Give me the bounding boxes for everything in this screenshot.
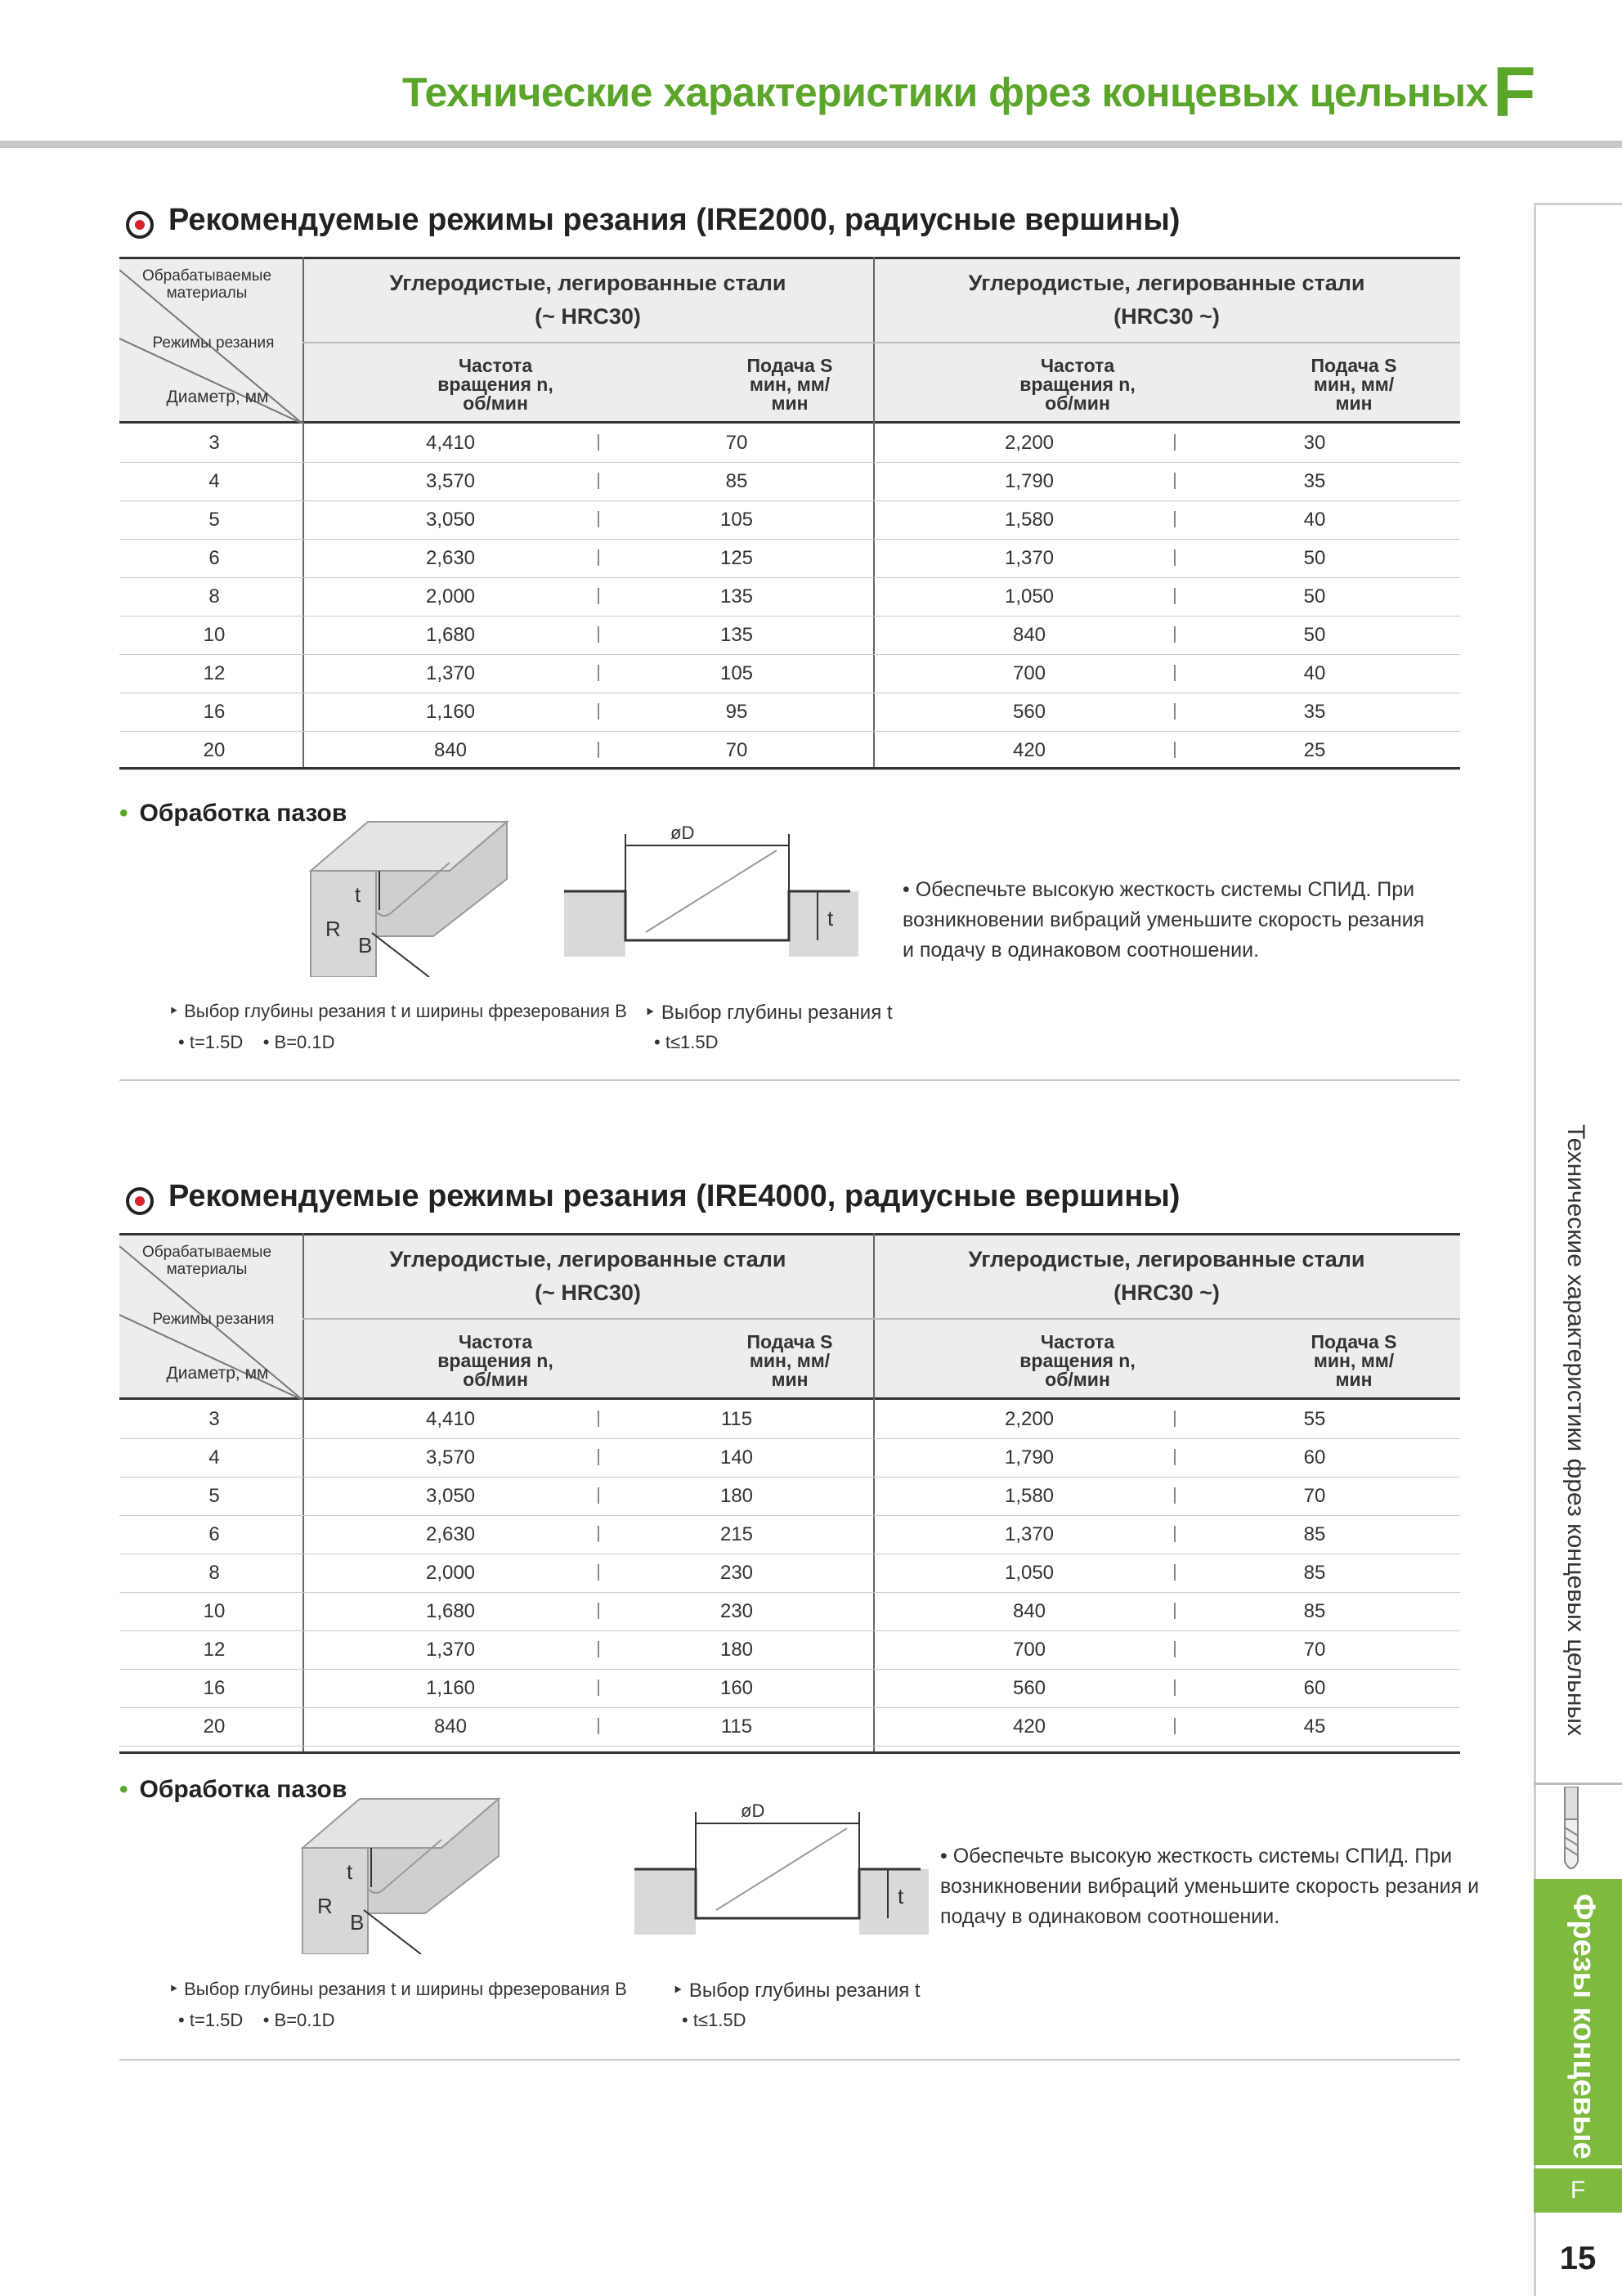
- slot-caption-1a-values: • t=1.5D • B=0.1D: [178, 1032, 335, 1052]
- slot-title-text: Обработка пазов: [139, 1776, 347, 1803]
- diameter-cell: 20: [203, 739, 226, 761]
- diameter-cell: 3: [208, 1408, 220, 1430]
- diameter-cell: 5: [208, 509, 220, 531]
- cell-separator: [1174, 588, 1176, 604]
- cell-separator: [598, 1641, 599, 1657]
- cell-separator: [1174, 742, 1176, 758]
- value-cell: 45: [1303, 1715, 1326, 1738]
- table-row: [119, 500, 1460, 540]
- slot-block-diagram: [294, 1791, 507, 1954]
- slot-title-1: • Обработка пазов: [119, 800, 347, 827]
- value-cell: 30: [1303, 432, 1326, 454]
- value-cell: 50: [1303, 547, 1326, 569]
- value-cell: 3,570: [425, 470, 476, 492]
- value-cell: 40: [1303, 509, 1326, 531]
- materials-label: Обрабатываемые материалы: [141, 1244, 272, 1278]
- cell-separator: [598, 626, 599, 643]
- caption-value: t≤1.5D: [692, 2010, 746, 2030]
- section-divider: [119, 1079, 1460, 1081]
- slot-title-2: • Обработка пазов: [119, 1776, 347, 1803]
- table-bottom-rule: [119, 1751, 1460, 1754]
- cell-separator: [598, 1603, 599, 1619]
- value-cell: 1,680: [425, 1600, 476, 1622]
- group-2-line1: Углеродистые, легированные стали: [968, 271, 1365, 295]
- cell-separator: [1174, 1487, 1176, 1504]
- section-1-title: Рекомендуемые режимы резания (IRE2000, радиусные вершины): [168, 203, 1181, 237]
- value-cell: 1,160: [425, 1677, 476, 1699]
- cell-separator: [598, 549, 599, 566]
- group-2-line1: Углеродистые, легированные стали: [968, 1247, 1365, 1271]
- value-cell: 85: [1303, 1600, 1326, 1622]
- value-cell: 3,050: [425, 509, 476, 531]
- cell-separator: [1174, 511, 1176, 527]
- value-cell: 1,050: [1004, 585, 1055, 608]
- diameter-cell: 20: [203, 1715, 226, 1738]
- table-top-rule: [119, 1233, 1460, 1235]
- speed-header: Частота вращения n, об/мин: [437, 355, 553, 414]
- table-row: [119, 1400, 1460, 1439]
- table-top-rule: [119, 257, 1460, 259]
- value-cell: 70: [725, 739, 748, 761]
- diameter-cell: 16: [203, 1677, 226, 1699]
- slot-caption-2b: ‣ Выбор глубины резания t: [672, 1980, 921, 2002]
- diameter-cell: 4: [208, 1446, 220, 1469]
- cell-separator: [598, 1526, 599, 1542]
- table-row: [119, 1592, 1460, 1631]
- group-1-header: [302, 1243, 873, 1309]
- table-bottom-rule: [119, 767, 1460, 769]
- caption-value: B=0.1D: [274, 1032, 335, 1052]
- value-cell: 140: [719, 1446, 754, 1469]
- value-cell: 420: [1012, 739, 1046, 761]
- diameter-cell: 10: [203, 624, 226, 646]
- diameter-cell: 5: [208, 1485, 220, 1507]
- cell-separator: [598, 473, 599, 489]
- section-letter: F: [1493, 53, 1536, 132]
- diagram-label-R: R: [325, 917, 341, 941]
- cutting-modes-table-2: [119, 1233, 1460, 1753]
- value-cell: 115: [720, 1715, 753, 1738]
- table-row: [119, 1669, 1460, 1708]
- value-cell: 115: [720, 1408, 753, 1430]
- cell-separator: [1174, 1449, 1176, 1465]
- header-row-divider: [302, 342, 1460, 343]
- group-2-line2: (HRC30 ~): [1113, 303, 1220, 329]
- caption-value: t=1.5D: [189, 1032, 244, 1052]
- table-body: [119, 1400, 1460, 1751]
- value-cell: 85: [725, 470, 748, 492]
- value-cell: 2,200: [1004, 432, 1055, 454]
- diameter-cell: 6: [208, 547, 220, 569]
- category-tab-label: Фрезы концевые: [1566, 1894, 1601, 2159]
- value-cell: 4,410: [425, 432, 476, 454]
- value-cell: 160: [719, 1677, 754, 1699]
- value-cell: 2,000: [425, 1562, 476, 1584]
- value-cell: 2,630: [425, 1523, 476, 1545]
- cell-separator: [1174, 665, 1176, 681]
- diagram-label-t: t: [347, 1859, 353, 1884]
- section-divider: [119, 2059, 1460, 2061]
- value-cell: 85: [1303, 1562, 1326, 1584]
- diagram-label-B: B: [358, 933, 373, 957]
- caption-value: B=0.1D: [274, 2010, 335, 2030]
- group-2-line2: (HRC30 ~): [1113, 1280, 1220, 1305]
- cell-separator: [598, 742, 599, 758]
- slot-caption-1b: ‣ Выбор глубины резания t: [644, 1002, 893, 1024]
- value-cell: 4,410: [425, 1408, 476, 1430]
- table-row: [119, 693, 1460, 732]
- slot-caption-2b-values: • t≤1.5D: [682, 2010, 746, 2030]
- cell-separator: [1174, 434, 1176, 451]
- caption-value: t=1.5D: [189, 2010, 244, 2030]
- value-cell: 180: [719, 1485, 754, 1507]
- group-1-line2: (~ HRC30): [535, 1280, 641, 1305]
- caption-text: Выбор глубины резания t: [688, 1980, 921, 2002]
- diagram-label-t: t: [827, 906, 834, 931]
- table-body: [119, 424, 1460, 767]
- table-row: [119, 1515, 1460, 1554]
- value-cell: 420: [1012, 1715, 1046, 1738]
- group-1-line1: Углеродистые, легированные стали: [389, 1247, 786, 1271]
- group-1-line2: (~ HRC30): [535, 303, 641, 329]
- table-row: [119, 462, 1460, 501]
- cutting-modes-table-1: [119, 257, 1460, 769]
- table-row: [119, 731, 1460, 770]
- value-cell: 1,790: [1004, 1446, 1055, 1469]
- speed-header: Частота вращения n, об/мин: [437, 1331, 553, 1390]
- table-row: [119, 539, 1460, 578]
- table-row: [119, 1707, 1460, 1747]
- diameter-cell: 6: [208, 1523, 220, 1545]
- value-cell: 1,370: [1004, 547, 1055, 569]
- diagram-label-t: t: [898, 1884, 904, 1908]
- target-bullet-icon: [126, 1187, 154, 1215]
- value-cell: 560: [1012, 1677, 1046, 1699]
- slot-caption-2a: ‣ Выбор глубины резания t и ширины фрезерования B: [168, 1979, 627, 1999]
- feed-header: Подача S мин, мм/мин: [1311, 1331, 1397, 1390]
- feed-header: Подача S мин, мм/мин: [746, 355, 833, 414]
- value-cell: 560: [1012, 701, 1046, 723]
- slot-caption-1b-values: • t≤1.5D: [654, 1032, 719, 1052]
- diagram-label-t: t: [355, 882, 361, 907]
- value-cell: 60: [1303, 1677, 1326, 1699]
- value-cell: 2,000: [425, 585, 476, 608]
- cell-separator: [1174, 1718, 1176, 1734]
- value-cell: 180: [719, 1639, 754, 1661]
- value-cell: 2,630: [425, 547, 476, 569]
- slot-note-1: • Обеспечьте высокую жесткость системы СПИД. При возникновении вибраций уменьшите скорость резания и подачу в одинаковом соотношении.: [903, 878, 1425, 962]
- cell-separator: [598, 1410, 599, 1427]
- value-cell: 1,050: [1004, 1562, 1055, 1584]
- value-cell: 1,370: [1004, 1523, 1055, 1545]
- value-cell: 95: [725, 701, 748, 723]
- caption-text: Выбор глубины резания t и ширины фрезерования B: [184, 1001, 627, 1021]
- value-cell: 1,680: [425, 624, 476, 646]
- section-2-title: Рекомендуемые режимы резания (IRE4000, радиусные вершины): [168, 1179, 1181, 1213]
- value-cell: 50: [1303, 624, 1326, 646]
- value-cell: 1,790: [1004, 470, 1055, 492]
- diameter-cell: 16: [203, 701, 226, 723]
- value-cell: 1,160: [425, 701, 476, 723]
- diagram-label-D: øD: [741, 1800, 765, 1821]
- slot-section-diagram: [564, 818, 858, 965]
- value-cell: 135: [719, 624, 754, 646]
- cell-separator: [598, 665, 599, 681]
- diameter-cell: 12: [203, 1639, 226, 1661]
- table-row: [119, 654, 1460, 693]
- value-cell: 230: [719, 1600, 754, 1622]
- slot-title-text: Обработка пазов: [139, 800, 347, 827]
- cell-separator: [598, 434, 599, 451]
- modes-label: Режимы резания: [152, 1311, 275, 1328]
- value-cell: 125: [719, 547, 754, 569]
- slot-note-2: • Обеспечьте высокую жесткость системы СПИД. При возникновении вибраций уменьшите скорость резания и подачу в одинаковом соотношении.: [940, 1845, 1480, 1928]
- diameter-cell: 3: [208, 432, 220, 454]
- value-cell: 840: [1012, 1600, 1046, 1622]
- slot-note-text: Обеспечьте высокую жесткость системы СПИД. При возникновении вибраций уменьшите скорость резания и подачу в одинаковом соотношении.: [940, 1845, 1480, 1928]
- diameter-cell: 8: [208, 585, 220, 608]
- value-cell: 840: [1012, 624, 1046, 646]
- materials-label: Обрабатываемые материалы: [141, 267, 272, 302]
- table-row: [119, 1438, 1460, 1478]
- cell-separator: [598, 1487, 599, 1504]
- cell-separator: [598, 703, 599, 720]
- cell-separator: [1174, 1564, 1176, 1581]
- diameter-cell: 10: [203, 1600, 226, 1622]
- modes-label: Режимы резания: [152, 334, 275, 352]
- table-row: [119, 1477, 1460, 1516]
- table-row: [119, 616, 1460, 655]
- speed-header: Частота вращения n, об/мин: [1019, 355, 1136, 414]
- value-cell: 105: [719, 509, 754, 531]
- diagram-label-B: B: [350, 1910, 365, 1935]
- group-1-line1: Углеродистые, легированные стали: [389, 271, 786, 295]
- cell-separator: [598, 1679, 599, 1696]
- value-cell: 230: [719, 1562, 754, 1584]
- end-mill-icon: [1547, 1787, 1596, 1877]
- diameter-label: Диаметр, мм: [166, 388, 269, 406]
- cell-separator: [1174, 1641, 1176, 1657]
- value-cell: 1,580: [1004, 1485, 1055, 1507]
- speed-header: Частота вращения n, об/мин: [1019, 1331, 1136, 1390]
- value-cell: 40: [1303, 662, 1326, 684]
- cell-separator: [598, 1449, 599, 1465]
- cell-separator: [598, 588, 599, 604]
- value-cell: 2,200: [1004, 1408, 1055, 1430]
- side-vertical-title: [1537, 1124, 1602, 1778]
- table-row: [119, 1630, 1460, 1670]
- table-row: [119, 1554, 1460, 1593]
- cell-separator: [1174, 703, 1176, 720]
- value-cell: 135: [719, 585, 754, 608]
- diameter-label: Диаметр, мм: [166, 1364, 269, 1383]
- cell-separator: [1174, 626, 1176, 643]
- diameter-cell: 8: [208, 1562, 220, 1584]
- caption-value: t≤1.5D: [665, 1032, 719, 1052]
- group-2-header: [873, 1243, 1460, 1309]
- side-tab-top-rule: [1534, 203, 1622, 205]
- value-cell: 25: [1303, 739, 1326, 761]
- feed-header: Подача S мин, мм/мин: [746, 1331, 833, 1390]
- value-cell: 35: [1303, 470, 1326, 492]
- value-cell: 70: [725, 432, 748, 454]
- slot-block-diagram: [302, 814, 515, 977]
- feed-header: Подача S мин, мм/мин: [1311, 355, 1397, 414]
- category-tab-letter: F: [1534, 2168, 1622, 2213]
- diameter-cell: 4: [208, 470, 220, 492]
- category-tab[interactable]: [1534, 1879, 1622, 2165]
- table-row: [119, 577, 1460, 617]
- page-title: Технические характеристики фрез концевых цельных: [401, 70, 1488, 115]
- diameter-cell: 12: [203, 662, 226, 684]
- page-number: 15: [1559, 2240, 1597, 2276]
- cell-separator: [598, 511, 599, 527]
- value-cell: 700: [1012, 1639, 1046, 1661]
- group-1-header: [302, 267, 873, 333]
- value-cell: 840: [433, 1715, 468, 1738]
- table-row: [119, 424, 1460, 463]
- value-cell: 700: [1012, 662, 1046, 684]
- value-cell: 70: [1303, 1639, 1326, 1661]
- value-cell: 50: [1303, 585, 1326, 608]
- caption-text: Выбор глубины резания t и ширины фрезерования B: [184, 1979, 627, 1999]
- side-tab-rule: [1534, 1783, 1622, 1785]
- value-cell: 215: [719, 1523, 754, 1545]
- cell-separator: [1174, 1679, 1176, 1696]
- value-cell: 70: [1303, 1485, 1326, 1507]
- cell-separator: [1174, 1410, 1176, 1427]
- cell-separator: [1174, 1526, 1176, 1542]
- slot-section-diagram: [634, 1796, 929, 1943]
- value-cell: 60: [1303, 1446, 1326, 1469]
- cell-separator: [1174, 1603, 1176, 1619]
- value-cell: 3,570: [425, 1446, 476, 1469]
- value-cell: 35: [1303, 701, 1326, 723]
- value-cell: 1,580: [1004, 509, 1055, 531]
- group-2-header: [873, 267, 1460, 333]
- target-bullet-icon: [126, 211, 154, 239]
- value-cell: 840: [433, 739, 468, 761]
- cell-separator: [598, 1718, 599, 1734]
- value-cell: 55: [1303, 1408, 1326, 1430]
- value-cell: 1,370: [425, 662, 476, 684]
- value-cell: 105: [719, 662, 754, 684]
- side-vertical-title-text: Технические характеристики фрез концевых цельных: [1562, 1124, 1589, 1736]
- slot-caption-2a-values: • t=1.5D • B=0.1D: [178, 2010, 335, 2030]
- header-row-divider: [302, 1318, 1460, 1320]
- value-cell: 1,370: [425, 1639, 476, 1661]
- value-cell: 85: [1303, 1523, 1326, 1545]
- slot-note-text: Обеспечьте высокую жесткость системы СПИД. При возникновении вибраций уменьшите скорость резания и подачу в одинаковом соотношении.: [903, 878, 1425, 962]
- caption-text: Выбор глубины резания t: [661, 1002, 893, 1024]
- cell-separator: [598, 1564, 599, 1581]
- header-divider: [0, 141, 1622, 148]
- diagram-label-D: øD: [670, 823, 695, 843]
- cell-separator: [1174, 473, 1176, 489]
- value-cell: 3,050: [425, 1485, 476, 1507]
- slot-caption-1a: ‣ Выбор глубины резания t и ширины фрезерования B: [168, 1001, 627, 1021]
- cell-separator: [1174, 549, 1176, 566]
- diagram-label-R: R: [317, 1894, 333, 1918]
